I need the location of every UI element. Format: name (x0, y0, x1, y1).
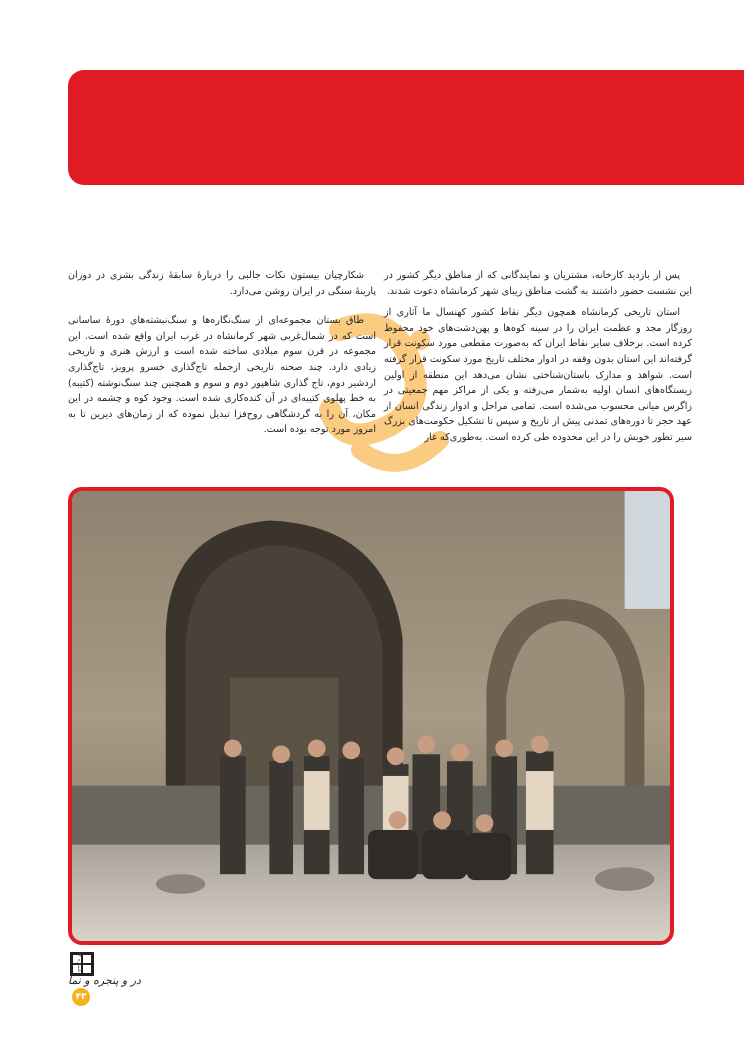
photo-frame (68, 487, 674, 945)
article-left-column (68, 268, 376, 444)
paragraph: شکارچیان بیستون نکات جالبی را دربارهٔ سابقهٔ زندگی بشری در دوران پارینهٔ سنگی در ایران روشن می‌دارد. (68, 270, 376, 297)
issue-tag: شماره ۱۴ (76, 952, 82, 973)
paragraph: پس از بازدید کارخانه، مشتریان و نمایندگانی که از مناطق دیگر کشور در این نشست حضور داشتند به گشت مناطق زیبای شهر کرمانشاه دعوت شدند. (384, 270, 692, 297)
red-header-banner (68, 70, 744, 185)
page-number: ۴۳ (72, 988, 90, 1006)
article-right-column (384, 268, 692, 452)
group-photo (72, 491, 670, 941)
magazine-name: در و پنجره و نما (68, 974, 141, 987)
paragraph: طاق بستان مجموعه‌ای از سنگ‌نگاره‌ها و سنگ‌نبشته‌های دورهٔ ساسانی است که در شمال‌غربی شهر کرمانشاه در غرب ایران واقع شده است. این مجموعه در قرن سوم میلادی ساخته شده است و ارزش هنری و تاریخی زیادی دارد. چند صحنه تاریخی ازجمله تاج‌گذاری خسرو پرویز، تاج‌گذاری اردشیر دوم، تاج گذاری شاهپور دوم و سوم و همچنین چند سنگ‌نوشته (کتیبه) به خط پهلوی کتیبه‌ای در آن کنده‌کاری شده است. وجود کوه و چشمه در این مکان، آن را به گردشگاهی روح‌فزا تبدیل نموده که از زمان‌های دیرین تا به امروز مورد توجه بوده است. (68, 315, 376, 436)
paragraph: استان تاریخی کرمانشاه همچون دیگر نقاط کشور کهنسال ما آثاری از روزگار مجد و عظمت ایران را در سینه کوه‌ها و پهن‌دشت‌های خود محفوظ کرده است. برخلاف سایر نقاط ایران که به‌صورت مقطعی مورد سکونت قرار گرفته‌اند این استان بدون وقفه در ادوار مختلف تاریخ مورد سکونت قرار گرفته است. شواهد و مدارک باستان‌شناختی نشان می‌دهد این منطقه از اولین زیستگاه‌های انسان اولیه به‌شمار می‌رفته و یکی از مراکز مهم جمعیتی در زاگرس میانی محسوب می‌شده است. تمامی مراحل و ادوار زندگی انسان از عهد حجر تا دوره‌های تمدنی پیش از تاریخ و سپس تا تشکیل حکومت‌های بزرگ سیر تطور خویش را در این محدوده طی کرده است. به‌طوری‌که غار (384, 307, 692, 443)
